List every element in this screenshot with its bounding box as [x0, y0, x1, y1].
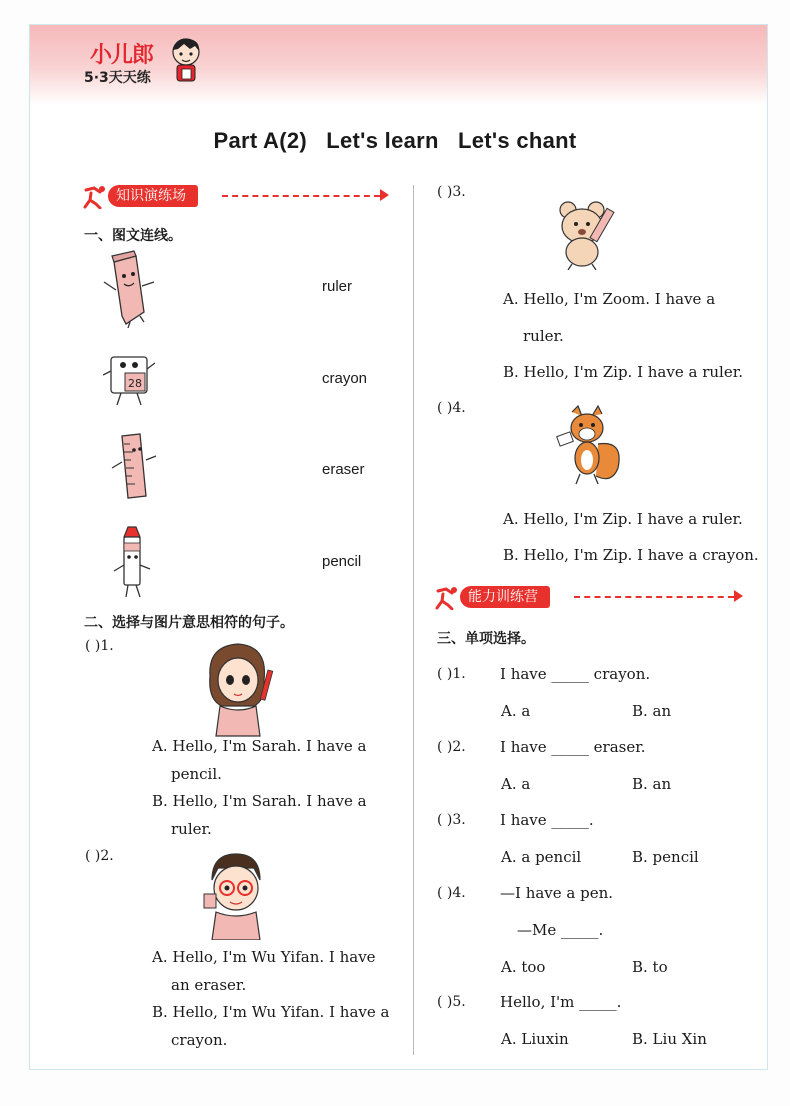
- option-b: B. an: [632, 775, 672, 793]
- banner-dashed-line: [222, 195, 380, 197]
- question-stem: Hello, I'm _____.: [500, 993, 622, 1011]
- option-a-line1: A. Hello, I'm Sarah. I have a: [152, 737, 367, 755]
- option-a: A. too: [501, 958, 546, 976]
- option-a-line2: pencil.: [171, 765, 222, 783]
- question-stem: I have _____ eraser.: [500, 738, 646, 756]
- logo-title: 小儿郎: [90, 43, 154, 68]
- option-b: B. Liu Xin: [632, 1030, 707, 1048]
- bear-zoom-picture: [548, 198, 624, 270]
- question-stem-line2: —Me _____.: [517, 921, 604, 939]
- option-b-line1: B. Hello, I'm Zip. I have a ruler.: [503, 363, 743, 381]
- answer-blank[interactable]: ( )4.: [437, 885, 466, 901]
- banner-dashed-line: [574, 596, 734, 598]
- squirrel-zip-picture: [552, 404, 624, 486]
- page-title: Part A(2) Let's learn Let's chant: [213, 128, 577, 153]
- option-a-line1: A. Hello, I'm Zoom. I have a: [503, 290, 716, 308]
- arrow-right-icon: [734, 590, 743, 602]
- section-heading: 二、选择与图片意思相符的句子。: [84, 615, 294, 631]
- option-b-line2: crayon.: [171, 1031, 228, 1049]
- question-stem: I have _____ crayon.: [500, 665, 651, 683]
- word-option: ruler: [322, 278, 353, 295]
- question-stem: I have _____.: [500, 811, 594, 829]
- option-a: A. a: [501, 702, 531, 720]
- logo-subtitle: 5·3天天练: [84, 70, 151, 86]
- answer-blank[interactable]: ( )3.: [437, 812, 466, 828]
- answer-blank[interactable]: ( )2.: [85, 848, 114, 864]
- section-heading: 一、图文连线。: [84, 228, 182, 244]
- option-b: B. pencil: [632, 848, 699, 866]
- option-a: A. Liuxin: [501, 1030, 569, 1048]
- option-a-line2: ruler.: [523, 327, 564, 345]
- boy-wu-yifan-picture: [200, 850, 272, 940]
- answer-blank[interactable]: ( )3.: [437, 184, 466, 200]
- option-a: A. a pencil: [501, 848, 582, 866]
- option-a-line2: an eraser.: [171, 976, 247, 994]
- word-option: crayon: [322, 370, 368, 387]
- ruler-picture: [108, 432, 164, 502]
- section-banner-ability: [434, 586, 746, 608]
- word-option: pencil: [322, 553, 362, 570]
- answer-blank[interactable]: ( )1.: [437, 666, 466, 682]
- option-b-line2: ruler.: [171, 820, 212, 838]
- option-b: B. to: [632, 958, 668, 976]
- option-a-line1: A. Hello, I'm Wu Yifan. I have: [152, 948, 376, 966]
- section-banner-knowledge: [82, 185, 392, 207]
- column-divider: [413, 185, 414, 1055]
- option-b-line1: B. Hello, I'm Wu Yifan. I have a: [152, 1003, 390, 1021]
- svg-text:28: 28: [128, 377, 142, 390]
- option-b: B. an: [632, 702, 672, 720]
- answer-blank[interactable]: ( )5.: [437, 994, 466, 1010]
- brand-logo: [84, 38, 204, 98]
- answer-blank[interactable]: ( )4.: [437, 400, 466, 416]
- arrow-right-icon: [380, 189, 389, 201]
- answer-blank[interactable]: ( )2.: [437, 739, 466, 755]
- answer-blank[interactable]: ( )1.: [85, 638, 114, 654]
- option-a-line1: A. Hello, I'm Zip. I have a ruler.: [503, 510, 743, 528]
- word-option: eraser: [322, 461, 365, 478]
- pencil-picture: [100, 250, 160, 328]
- eraser-picture: [103, 345, 163, 413]
- figure-runner-icon: [82, 185, 108, 209]
- section-heading: 三、单项选择。: [437, 631, 535, 647]
- crayon-picture: [110, 525, 160, 600]
- option-b-line1: B. Hello, I'm Sarah. I have a: [152, 792, 367, 810]
- banner-label: 知识演练场: [108, 185, 198, 207]
- option-b-line1: B. Hello, I'm Zip. I have a crayon.: [503, 546, 759, 564]
- mascot-boy-icon: [168, 36, 204, 88]
- figure-runner-icon: [434, 586, 460, 610]
- option-a: A. a: [501, 775, 531, 793]
- question-stem: —I have a pen.: [500, 884, 614, 902]
- banner-label: 能力训练营: [460, 586, 550, 608]
- girl-sarah-picture: [198, 640, 278, 738]
